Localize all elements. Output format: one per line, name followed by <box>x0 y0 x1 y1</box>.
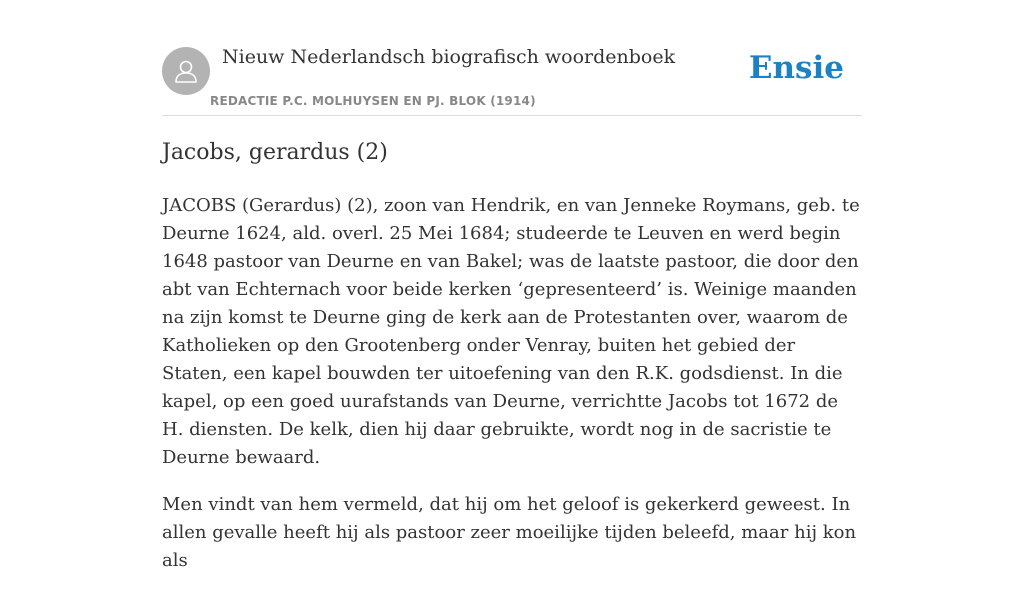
user-placeholder-icon <box>172 57 200 85</box>
entry-paragraph: JACOBS (Gerardus) (2), zoon van Hendrik, en van Jenneke Roymans, geb. te Deurne 1624, ald. overl. 25 Mei 1684; studeerde te Leuven en werd begin 1648 pastoor van Deurne en van Bakel; was de laatste pastoor, die door den abt van Echternach voor beide kerken ‘gepresenteerd’ is. Weinige maanden na zijn komst te Deurne ging de kerk aan de Protestanten over, waarom de Katholieken op den Grootenberg onder Venray, buiten het gebied der Staten, een kapel bouwden ter uitoefening van den R.K. godsdienst. In die kapel, op een goed uurafstands van Deurne, verrichtte Jacobs tot 1672 de H. diensten. De kelk, dien hij daar gebruikte, wordt nog in de sacristie te Deurne bewaard. <box>162 195 860 468</box>
entry-paragraph: Men vindt van hem vermeld, dat hij om het geloof is gekerkerd geweest. In allen gevalle heeft hij als pastoor zeer moeilijke tijden beleefd, maar hij kon als <box>162 494 857 571</box>
entry-title: Jacobs, gerardus (2) <box>162 140 388 165</box>
book-title[interactable]: Nieuw Nederlandsch biografisch woordenboek <box>222 46 676 68</box>
avatar[interactable] <box>162 47 210 95</box>
book-editors: REDACTIE P.C. MOLHUYSEN EN PJ. BLOK (1914) <box>210 94 536 108</box>
page-container <box>162 0 862 571</box>
ensie-logo[interactable]: Ensie <box>748 50 844 86</box>
book-header <box>162 0 862 116</box>
entry-body <box>162 192 862 594</box>
